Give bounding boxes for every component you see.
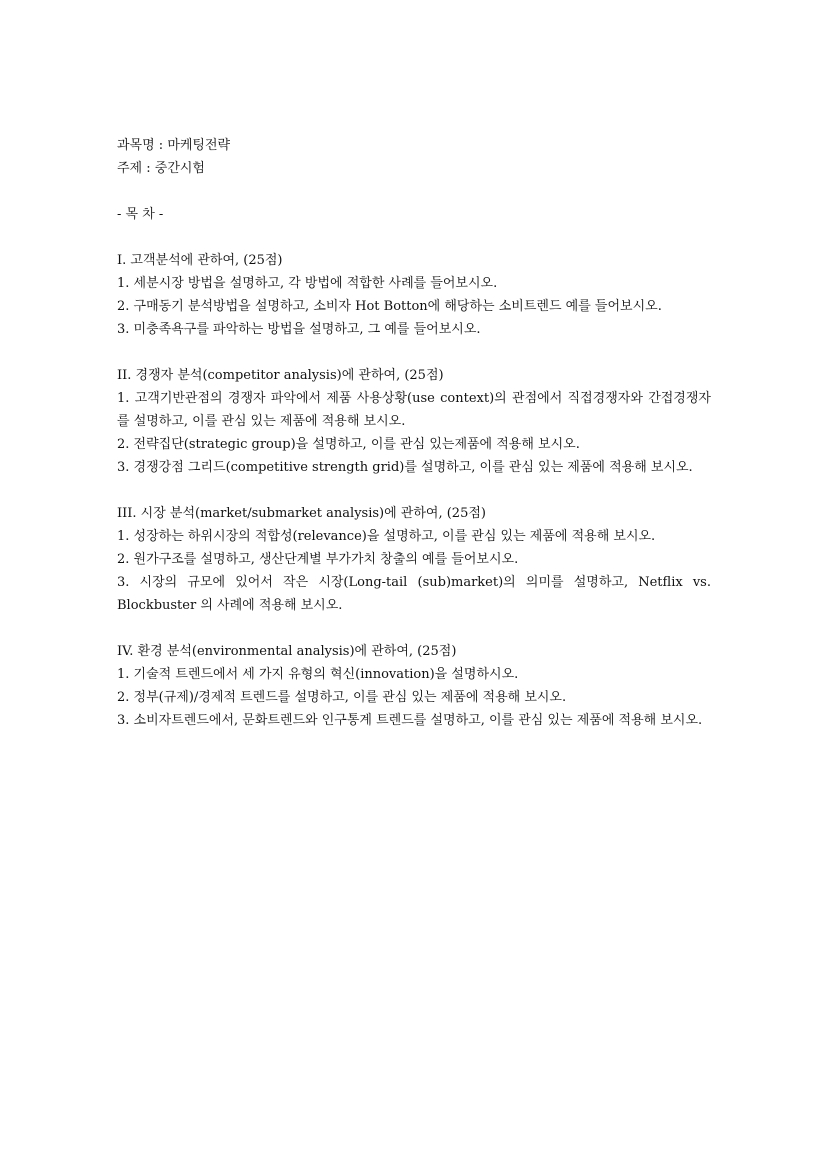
section-4 bbox=[117, 640, 711, 732]
section-title: III. 시장 분석(market/submarket analysis)에 관하여, (25점) bbox=[117, 506, 486, 521]
question-item: 2. 원가구조를 설명하고, 생산단계별 부가가치 창출의 예를 들어보시오. bbox=[117, 552, 519, 567]
section-3 bbox=[117, 502, 711, 617]
section-2 bbox=[117, 364, 711, 479]
question-item: 2. 구매동기 분석방법을 설명하고, 소비자 Hot Botton에 해당하는 소비트렌드 예를 들어보시오. bbox=[117, 299, 662, 314]
question-item: 3. 시장의 규모에 있어서 작은 시장(Long-tail (sub)market)의 의미를 설명하고, Netflix vs. Blockbuster 의 사례에 적용해 보시오. bbox=[117, 575, 711, 613]
question-item: 2. 정부(규제)/경제적 트렌드를 설명하고, 이를 관심 있는 제품에 적용해 보시오. bbox=[117, 690, 567, 705]
question-item: 3. 미충족욕구를 파악하는 방법을 설명하고, 그 예를 들어보시오. bbox=[117, 322, 481, 337]
question-item: 1. 고객기반관점의 경쟁자 파악에서 제품 사용상황(use context)의 관점에서 직접경쟁자와 간접경쟁자를 설명하고, 이를 관심 있는 제품에 적용해 보시오. bbox=[117, 391, 711, 429]
section-title: I. 고객분석에 관하여, (25점) bbox=[117, 253, 283, 268]
spacer bbox=[117, 180, 711, 203]
question-item: 3. 소비자트렌드에서, 문화트렌드와 인구통계 트렌드를 설명하고, 이를 관심 있는 제품에 적용해 보시오. bbox=[117, 713, 703, 728]
section-title: II. 경쟁자 분석(competitor analysis)에 관하여, (25점) bbox=[117, 368, 444, 383]
document-page bbox=[117, 134, 711, 732]
spacer bbox=[117, 226, 711, 249]
toc-heading: - 목 차 - bbox=[117, 207, 164, 222]
spacer bbox=[117, 341, 711, 364]
question-item: 1. 기술적 트렌드에서 세 가지 유형의 혁신(innovation)을 설명하시오. bbox=[117, 667, 519, 682]
topic-line: 주제 : 중간시험 bbox=[117, 161, 205, 176]
question-item: 1. 성장하는 하위시장의 적합성(relevance)을 설명하고, 이를 관심 있는 제품에 적용해 보시오. bbox=[117, 529, 656, 544]
section-title: IV. 환경 분석(environmental analysis)에 관하여, (25점) bbox=[117, 644, 457, 659]
question-item: 2. 전략집단(strategic group)을 설명하고, 이를 관심 있는제품에 적용해 보시오. bbox=[117, 437, 580, 452]
subject-line: 과목명 : 마케팅전략 bbox=[117, 138, 231, 153]
spacer bbox=[117, 479, 711, 502]
spacer bbox=[117, 617, 711, 640]
question-item: 1. 세분시장 방법을 설명하고, 각 방법에 적합한 사례를 들어보시오. bbox=[117, 276, 498, 291]
question-item: 3. 경쟁강점 그리드(competitive strength grid)를 설명하고, 이를 관심 있는 제품에 적용해 보시오. bbox=[117, 460, 693, 475]
section-1 bbox=[117, 249, 711, 341]
